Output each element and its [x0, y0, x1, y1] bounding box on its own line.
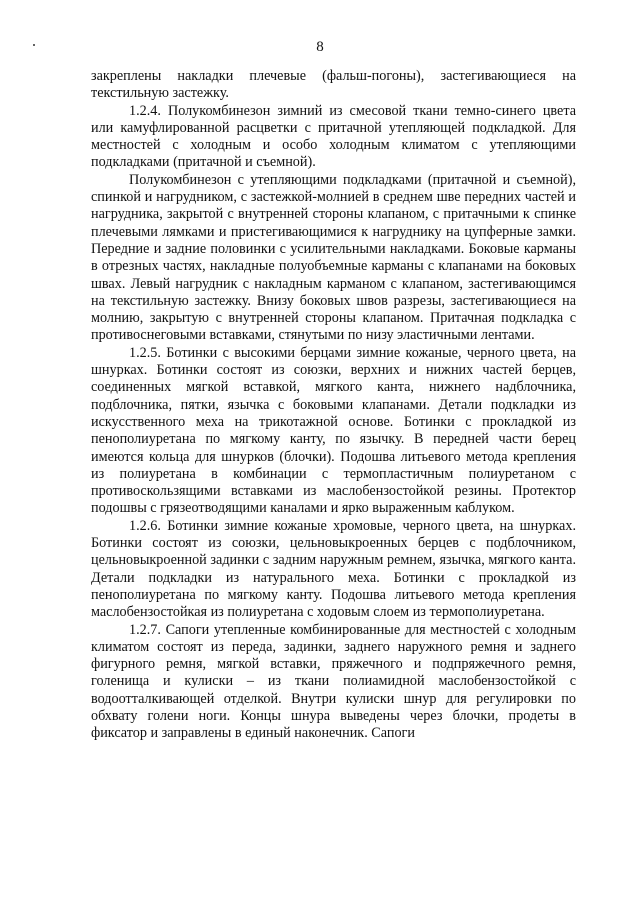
paragraph-continuation: закреплены накладки плечевые (фальш-погоны), застегивающиеся на текстильную застежку.	[91, 68, 576, 102]
paragraph-1-2-5: 1.2.5. Ботинки с высокими берцами зимние кожаные, черного цвета, на шнурках. Ботинки состоят из союзки, верхних и нижних частей берцев, соединенных мягкой вставкой, мягкого канта, нижнего надблочника, подблочника, пятки, язычка с боковыми клапанами. Детали подкладки из искусственного меха на трикотажной основе. Ботинки с прокладкой из пенополиуретана по мягкому канту, по язычку. В передней части берец имеются кольца для шнурков (блочки). Подошва литьевого метода крепления из полиуретана в комбинации с термопластичным полиуретаном с противоскользящими вставками из маслобензостойкой резины. Протектор подошвы с грязеотводящими каналами и ярко выраженным каблуком.	[91, 344, 576, 517]
paragraph-1-2-4: 1.2.4. Полукомбинезон зимний из смесовой ткани темно-синего цвета или камуфлированной расцветки с притачной утепляющей подкладкой. Для местностей с холодным и особо холодным климатом с утепляющими подкладками (притачной и съемной).	[91, 102, 576, 171]
document-body	[91, 68, 576, 743]
paragraph-1-2-7: 1.2.7. Сапоги утепленные комбинированные для местностей с холодным климатом состоят из переда, задинки, заднего наружного ремня и заднего фигурного ремня, мягкой вставки, пряжечного и подпряжечного ремня, голенища и кулиски – из ткани полиамидной маслобензостойкой с водоотталкивающей отделкой. Внутри кулиски шнур для регулировки по обхвату голени ноги. Концы шнура выведены через блочки, продеты в фиксатор и заправлены в единый наконечник. Сапоги	[91, 621, 576, 742]
paragraph-1-2-6: 1.2.6. Ботинки зимние кожаные хромовые, черного цвета, на шнурках. Ботинки состоят из союзки, цельновыкроенных берцев с подблочником, цельновыкроенной задинки с задним наружным ремнем, язычка, мягкого канта. Детали подкладки из натурального меха. Ботинки с прокладкой из пенополиуретана по мягкому канту. Подошва литьевого метода крепления маслобензостойкая из полиуретана с ходовым слоем из термополиуретана.	[91, 517, 576, 621]
paragraph-overalls-description: Полукомбинезон с утепляющими подкладками (притачной и съемной), спинкой и нагрудником, с застежкой-молнией в среднем шве передних частей и нагрудника, закрытой с внутренней стороны клапаном, с притачными к спинке плечевыми лямками и пристегивающимися к нагруднику на цупферные замки. Передние и задние половинки с усилительными накладками. Боковые карманы в отрезных частях, накладные полуобъемные карманы с клапанами на боковых швах. Левый нагрудник с накладным карманом с клапаном, застегивающимся на текстильную застежку. Внизу боковых швов разрезы, застегивающиеся на молнию, закрытую с внутренней стороны клапаном. Притачная подкладка с противоснеговыми вставками, стянутыми по низу эластичными лентами.	[91, 171, 576, 344]
page-number: 8	[316, 39, 324, 55]
